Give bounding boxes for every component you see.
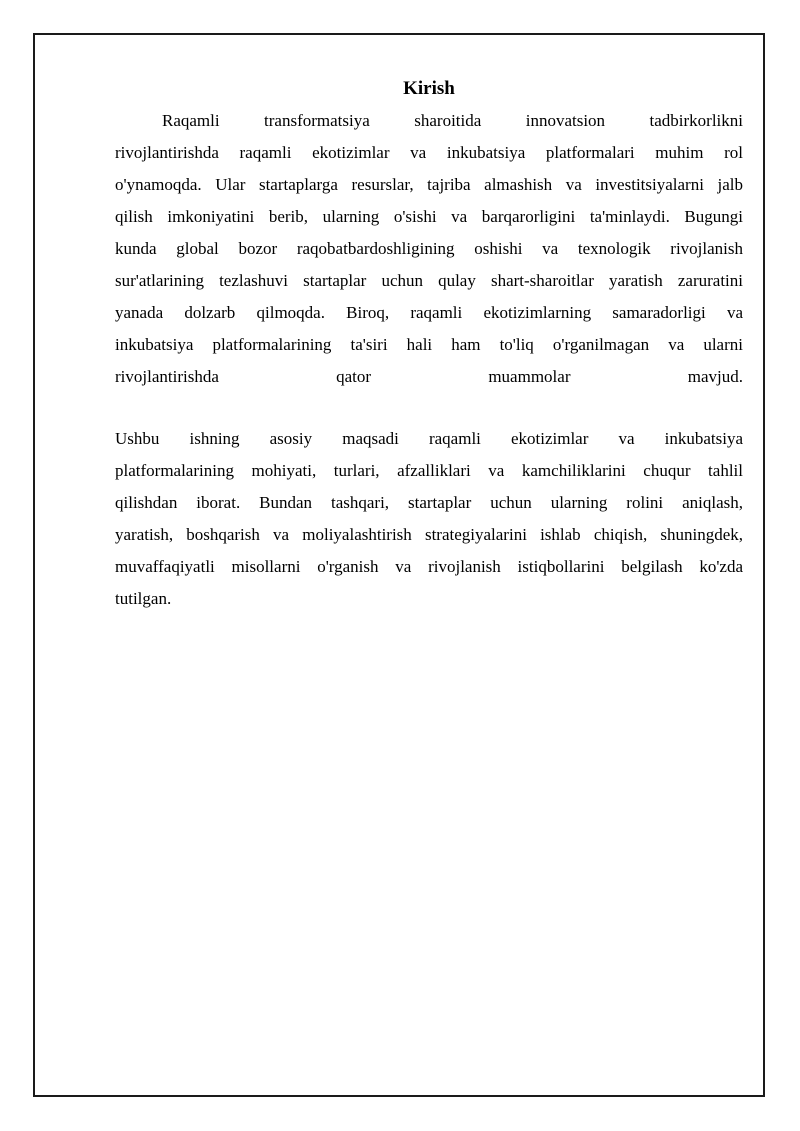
paragraph-line: rivojlantirishda raqamli ekotizimlar va inkubatsiya platformalari muhim rol xyxy=(115,143,743,162)
paragraph-line: Raqamli transformatsiya sharoitida innovatsion tadbirkorlikni xyxy=(162,111,743,130)
paragraph-line: muvaffaqiyatli misollarni o'rganish va rivojlanish istiqbollarini belgilash ko'zda xyxy=(115,557,743,576)
paragraph-line: platformalarining mohiyati, turlari, afzalliklari va kamchiliklarini chuqur tahlil xyxy=(115,461,743,480)
document-body xyxy=(115,77,743,615)
paragraph-line: tutilgan. xyxy=(115,589,172,608)
paragraph-line: rivojlantirishda qator muammolar mavjud. xyxy=(115,367,743,386)
paragraph-line: yanada dolzarb qilmoqda. Biroq, raqamli ekotizimlarning samaradorligi va xyxy=(115,303,743,322)
paragraph-intro xyxy=(115,105,743,393)
paragraph-line: qilish imkoniyatini berib, ularning o'sishi va barqarorligini ta'minlaydi. Bugungi xyxy=(115,207,743,226)
paragraph-line: qilishdan iborat. Bundan tashqari, startaplar uchun ularning rolini aniqlash, xyxy=(115,493,743,512)
paragraph-line: sur'atlarining tezlashuvi startaplar uchun qulay shart-sharoitlar yaratish zaruratini xyxy=(115,271,743,290)
paragraph-line: Ushbu ishning asosiy maqsadi raqamli ekotizimlar va inkubatsiya xyxy=(115,429,743,448)
document-title: Kirish xyxy=(403,78,455,99)
paragraph-goal xyxy=(115,423,743,615)
paragraph-line: o'ynamoqda. Ular startaplarga resurslar, tajriba almashish va investitsiyalarni jalb xyxy=(115,175,743,194)
paragraph-line: kunda global bozor raqobatbardoshligining oshishi va texnologik rivojlanish xyxy=(115,239,743,258)
paragraph-line: yaratish, boshqarish va moliyalashtirish strategiyalarini ishlab chiqish, shuningdek, xyxy=(115,525,743,544)
paragraph-line: inkubatsiya platformalarining ta'siri hali ham to'liq o'rganilmagan va ularni xyxy=(115,335,743,354)
